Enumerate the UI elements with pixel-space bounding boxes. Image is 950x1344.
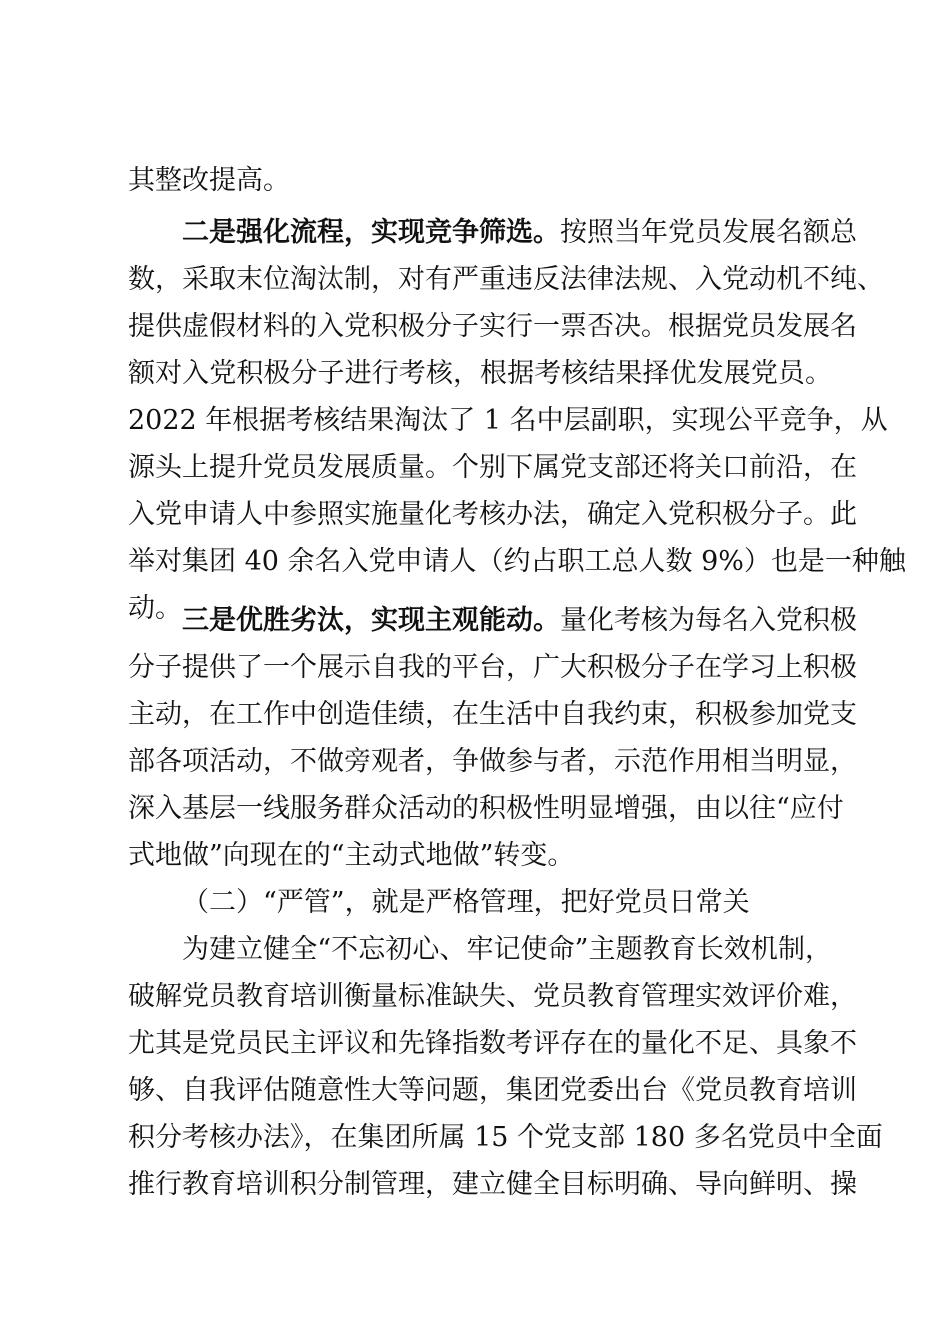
- paragraph-line: 分子提供了一个展示自我的平台，广大积极分子在学习上积极: [128, 652, 857, 683]
- section-heading: （二）“严管”，就是严格管理，把好党员日常关: [182, 887, 750, 918]
- paragraph-first-line: 为建立健全“不忘初心、牢记使命”主题教育长效机制，: [182, 934, 832, 965]
- paragraph-line: 深入基层一线服务群众活动的积极性明显增强，由以往“应付: [128, 793, 844, 824]
- paragraph-text: 量化考核为每名入党积极: [560, 605, 857, 636]
- paragraph-text: 按照当年党员发展名额总: [560, 217, 857, 248]
- paragraph-lead-heading: 二是强化流程，实现竞争筛选。: [182, 217, 560, 248]
- paragraph-line: 式地做”向现在的“主动式地做”转变。: [128, 840, 575, 871]
- paragraph-line: 入党申请人中参照实施量化考核办法，确定入党积极分子。此: [128, 499, 857, 530]
- paragraph-line: 提供虚假材料的入党积极分子实行一票否决。根据党员发展名: [128, 311, 857, 342]
- paragraph-line: 2022 年根据考核结果淘汰了 1 名中层副职，实现公平竞争，从: [128, 405, 888, 436]
- paragraph-line: 动。: [128, 593, 182, 624]
- paragraph-line: 够、自我评估随意性大等问题，集团党委出台《党员教育培训: [128, 1075, 857, 1106]
- paragraph-line: 额对入党积极分子进行考核，根据考核结果择优发展党员。: [128, 358, 832, 389]
- paragraph-line: 其整改提高。: [128, 165, 290, 196]
- paragraph-line: 部各项活动，不做旁观者，争做参与者，示范作用相当明显，: [128, 746, 857, 777]
- paragraph-line: 源头上提升党员发展质量。个别下属党支部还将关口前沿，在: [128, 452, 857, 483]
- paragraph-first-line: [182, 213, 857, 253]
- paragraph-line: 数，采取末位淘汰制，对有严重违反法律法规、入党动机不纯、: [128, 264, 884, 295]
- paragraph-line: 尤其是党员民主评议和先锋指数考评存在的量化不足、具象不: [128, 1028, 857, 1059]
- paragraph-line: 主动，在工作中创造佳绩，在生活中自我约束，积极参加党支: [128, 699, 857, 730]
- paragraph-first-line: [182, 601, 857, 641]
- paragraph-lead-heading: 三是优胜劣汰，实现主观能动。: [182, 605, 560, 636]
- paragraph-line: 破解党员教育培训衡量标准缺失、党员教育管理实效评价难，: [128, 981, 857, 1012]
- paragraph-line: 推行教育培训积分制管理，建立健全目标明确、导向鲜明、操: [128, 1169, 857, 1200]
- paragraph-line: 积分考核办法》，在集团所属 15 个党支部 180 多名党员中全面: [128, 1122, 883, 1153]
- paragraph-line: 举对集团 40 余名入党申请人（约占职工总人数 9%）也是一种触: [128, 546, 906, 577]
